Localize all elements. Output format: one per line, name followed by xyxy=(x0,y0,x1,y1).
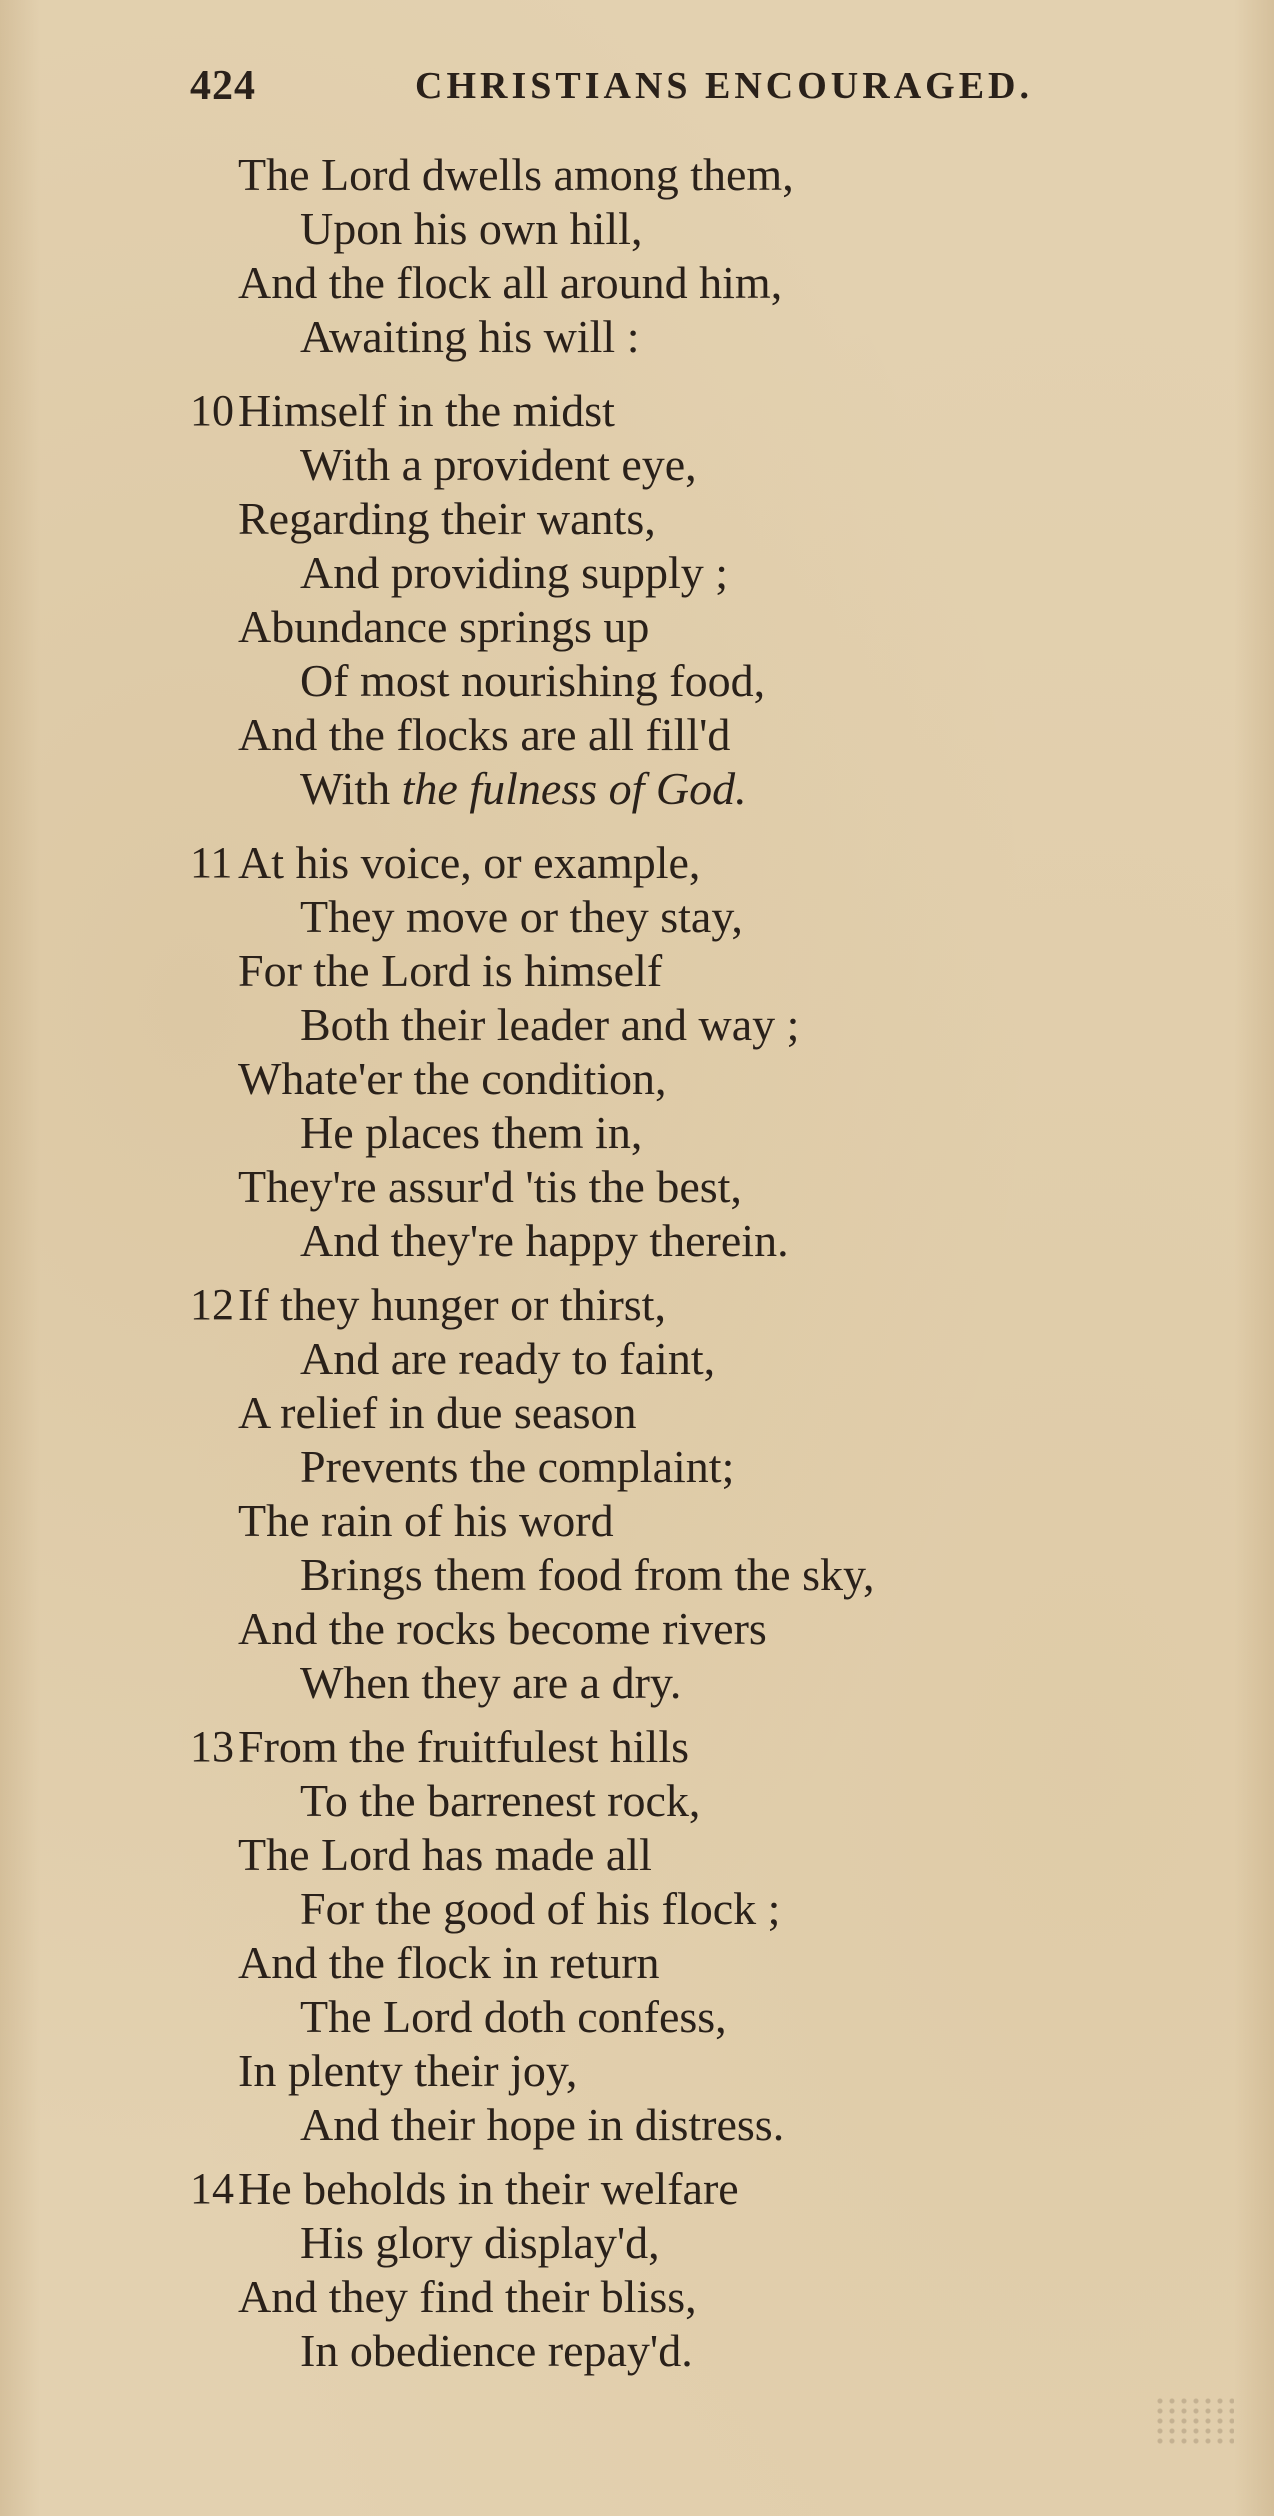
verse-line: And the rocks become rivers xyxy=(238,1603,767,1654)
verse-line xyxy=(190,1720,1190,1774)
verse-line: Awaiting his will : xyxy=(300,311,640,362)
verse-line: Both their leader and way ; xyxy=(300,999,800,1050)
stanza-14 xyxy=(190,2162,1190,2378)
verse-line: And they're happy therein. xyxy=(300,1215,789,1266)
italic-phrase: the fulness of God. xyxy=(401,763,747,814)
verse-line: A relief in due season xyxy=(238,1387,637,1438)
verse-line: The Lord has made all xyxy=(238,1829,652,1880)
stanza-number: 10 xyxy=(190,386,234,435)
verse-line: And are ready to faint, xyxy=(300,1333,716,1384)
stanza-number: 13 xyxy=(190,1722,234,1771)
verse-line xyxy=(190,1278,1190,1332)
verse-line: With a provident eye, xyxy=(300,439,697,490)
verse-line: Regarding their wants, xyxy=(238,493,656,544)
verse-line xyxy=(190,836,1190,890)
verse-line: Prevents the complaint; xyxy=(300,1441,735,1492)
verse-line: He places them in, xyxy=(300,1107,643,1158)
stanza-number: 14 xyxy=(190,2164,234,2213)
verse-line: They're assur'd 'tis the best, xyxy=(238,1161,742,1212)
verse-line: The Lord dwells among them, xyxy=(238,149,794,200)
verse-line: In obedience repay'd. xyxy=(300,2325,693,2376)
verse-line: Of most nourishing food, xyxy=(300,655,766,706)
stanza-10 xyxy=(190,384,1190,816)
verse-line-text: Himself in the midst xyxy=(238,385,615,436)
verse-line: Brings them food from the sky, xyxy=(300,1549,875,1600)
verse-line: Whate'er the condition, xyxy=(238,1053,667,1104)
verse-line: And they find their bliss, xyxy=(238,2271,697,2322)
verse-line: For the Lord is himself xyxy=(238,945,663,996)
stanza-13 xyxy=(190,1720,1190,2152)
page-header xyxy=(190,62,1100,132)
verse-line-text: At his voice, or example, xyxy=(238,837,701,888)
verse-line: And the flocks are all fill'd xyxy=(238,709,731,760)
running-title: CHRISTIANS ENCOURAGED. xyxy=(415,65,1033,107)
stanza-12 xyxy=(190,1278,1190,1710)
verse-line-text: From the fruitfulest hills xyxy=(238,1721,690,1772)
stanza-number: 11 xyxy=(190,838,233,887)
verse-line: And providing supply ; xyxy=(300,547,729,598)
verse-line: To the barrenest rock, xyxy=(300,1775,701,1826)
verse-line: For the good of his flock ; xyxy=(300,1883,781,1934)
verse-line-text: He beholds in their welfare xyxy=(238,2163,739,2214)
verse-line xyxy=(190,762,1190,816)
verse-line: Abundance springs up xyxy=(238,601,650,652)
verse-line: And the flock all around him, xyxy=(238,257,783,308)
verse-line: The Lord doth confess, xyxy=(300,1991,727,2042)
stanza-number: 12 xyxy=(190,1280,234,1329)
verse-line xyxy=(190,2162,1190,2216)
stanza-11 xyxy=(190,836,1190,1268)
ink-smudge xyxy=(1154,2396,1234,2446)
verse-line: And their hope in distress. xyxy=(300,2099,785,2150)
verse-line: They move or they stay, xyxy=(300,891,743,942)
verse-line-text: With xyxy=(300,763,391,814)
verse-line: Upon his own hill, xyxy=(300,203,643,254)
verse-line xyxy=(190,384,1190,438)
verse-line-text: If they hunger or thirst, xyxy=(238,1279,666,1330)
hymn-text xyxy=(190,148,1190,2378)
page-number: 424 xyxy=(190,63,256,109)
verse-line: And the flock in return xyxy=(238,1937,660,1988)
verse-line: The rain of his word xyxy=(238,1495,614,1546)
verse-line: His glory display'd, xyxy=(300,2217,660,2268)
verse-line: When they are a dry. xyxy=(300,1657,682,1708)
stanza-continued xyxy=(190,148,1190,364)
verse-line: In plenty their joy, xyxy=(238,2045,578,2096)
